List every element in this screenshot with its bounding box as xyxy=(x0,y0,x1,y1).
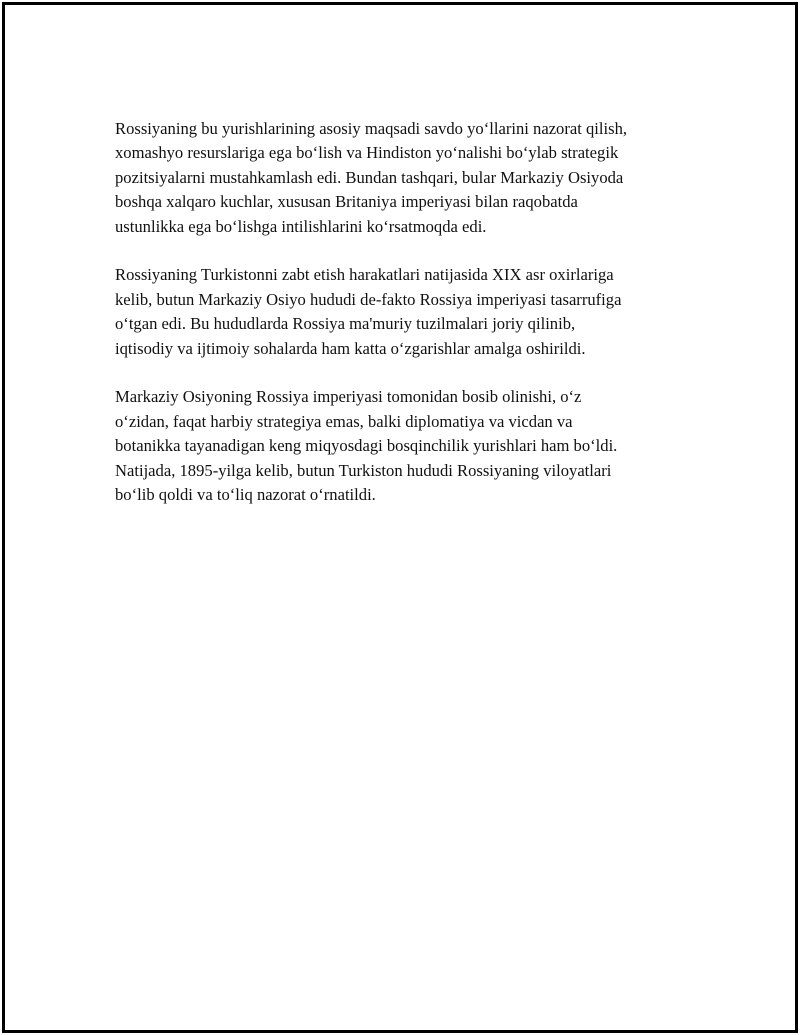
paragraph-2: Rossiyaning Turkistonni zabt etish harakatlari natijasida XIX asr oxirlariga kelib, butun Markaziy Osiyo hududi de-fakto Rossiya imperiyasi tasarrufiga o‘tgan edi. Bu hududlarda Rossiya ma'muriy tuzilmalari joriy qilinib, iqtisodiy va ijtimoiy sohalarda ham katta o‘zgarishlar amalga oshirildi. xyxy=(115,265,622,358)
document-body xyxy=(115,117,700,532)
paragraph-3: Markaziy Osiyoning Rossiya imperiyasi tomonidan bosib olinishi, o‘z o‘zidan, faqat harbiy strategiya emas, balki diplomatiya va vicdan va botanikka tayanadigan keng miqyosdagi bosqinchilik yurishlari ham bo‘ldi. Natijada, 1895-yilga kelib, butun Turkiston hududi Rossiyaning viloyatlari bo‘lib qoldi va to‘liq nazorat o‘rnatildi. xyxy=(115,387,618,505)
paragraph-1: Rossiyaning bu yurishlarining asosiy maqsadi savdo yo‘llarini nazorat qilish, xomashyo resurslariga ega bo‘lish va Hindiston yo‘nalishi bo‘ylab strategik pozitsiyalarni mustahkamlash edi. Bundan tashqari, bular Markaziy Osiyoda boshqa xalqaro kuchlar, xususan Britaniya imperiyasi bilan raqobatda ustunlikka ega bo‘lishga intilishlarini ko‘rsatmoqda edi. xyxy=(115,119,628,236)
